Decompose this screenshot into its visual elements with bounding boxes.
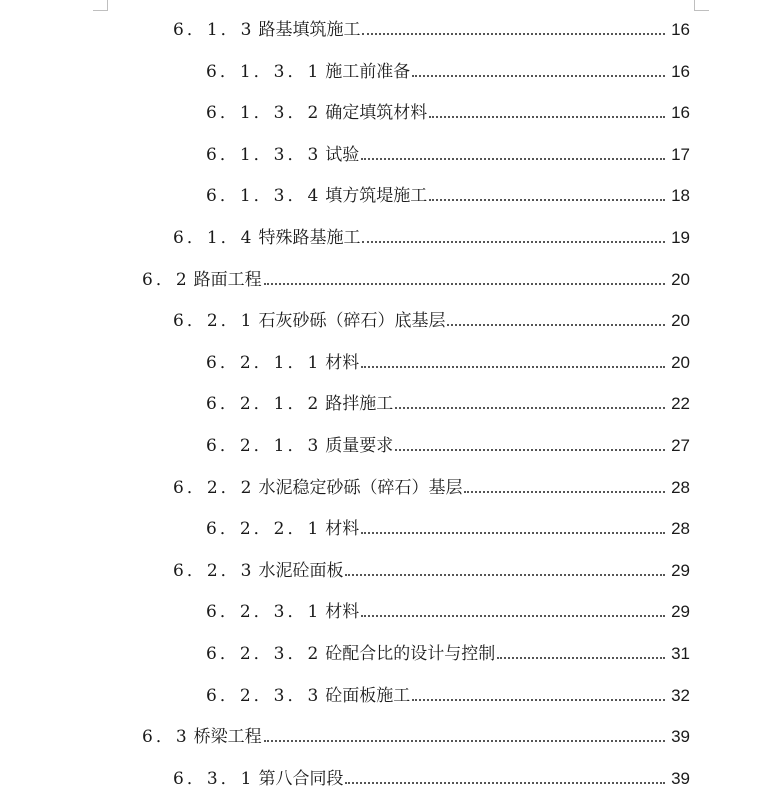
toc-number: 6．2: [142, 270, 190, 290]
toc-number: 6．2．3: [173, 561, 255, 581]
toc-number: 6．1．3．1: [206, 62, 322, 82]
toc-title: 材料: [325, 519, 360, 539]
toc-entry[interactable]: [206, 182, 690, 206]
toc-page-number: 19: [671, 228, 690, 247]
toc-entry[interactable]: [206, 349, 690, 373]
toc-number: 6．1．3: [173, 20, 255, 40]
dot-leader: [497, 657, 665, 659]
toc-page-number: 20: [671, 353, 690, 372]
toc-number: 6．2．1: [173, 311, 255, 331]
toc-page-number: 20: [671, 270, 690, 289]
toc-title: 试验: [325, 145, 360, 165]
toc-title: 水泥砼面板: [258, 561, 344, 581]
toc-number: 6．2．3．1: [206, 602, 322, 622]
page-corner-mark-right: [694, 0, 709, 11]
toc-number: 6．2．2: [173, 478, 255, 498]
toc-title: 路基填筑施工: [258, 20, 361, 40]
dot-leader: [361, 532, 665, 534]
dot-leader: [412, 75, 665, 77]
toc-page-number: 17: [671, 145, 690, 164]
toc-page-number: 28: [671, 519, 690, 538]
toc-entry[interactable]: [206, 682, 690, 706]
toc-entry[interactable]: [206, 515, 690, 539]
toc-entry[interactable]: [142, 266, 690, 290]
toc-title: 水泥稳定砂砾（碎石）基层: [258, 478, 463, 498]
toc-title: 路面工程: [193, 270, 262, 290]
toc-number: 6．1．3．4: [206, 186, 322, 206]
toc-entry[interactable]: [206, 598, 690, 622]
dot-leader: [361, 158, 665, 160]
dot-leader: [464, 491, 665, 493]
dot-leader: [429, 199, 665, 201]
toc-number: 6．1．3．2: [206, 103, 322, 123]
dot-leader: [395, 407, 665, 409]
toc-number: 6．2．1．1: [206, 353, 322, 373]
dot-leader: [395, 449, 665, 451]
toc-title: 材料: [325, 353, 360, 373]
toc-page-number: 39: [671, 727, 690, 746]
dot-leader: [345, 782, 665, 784]
toc-entry[interactable]: [206, 99, 690, 123]
toc-number: 6．2．3．3: [206, 686, 322, 706]
toc-entry[interactable]: [173, 307, 690, 331]
dot-leader: [264, 740, 665, 742]
toc-number: 6．2．3．2: [206, 644, 322, 664]
toc-page-number: 22: [671, 394, 690, 413]
dot-leader: [361, 366, 665, 368]
toc-number: 6．2．2．1: [206, 519, 322, 539]
toc-title: 砼面板施工: [325, 686, 411, 706]
toc-title: 路拌施工: [325, 394, 394, 414]
toc-entry[interactable]: [173, 224, 690, 248]
toc-page-number: 29: [671, 602, 690, 621]
toc-entry[interactable]: [173, 765, 690, 789]
toc-title: 桥梁工程: [193, 727, 262, 747]
toc-page-number: 39: [671, 769, 690, 788]
toc-entry[interactable]: [142, 723, 690, 747]
toc-page-number: 20: [671, 311, 690, 330]
toc-number: 6．1．4: [173, 228, 255, 248]
toc-number: 6．3: [142, 727, 190, 747]
toc-title: 质量要求: [325, 436, 394, 456]
toc-number: 6．3．1: [173, 769, 255, 789]
toc-page-number: 29: [671, 561, 690, 580]
dot-leader: [345, 574, 665, 576]
toc-title: 砼配合比的设计与控制: [325, 644, 496, 664]
toc-title: 特殊路基施工: [258, 228, 361, 248]
toc-title: 确定填筑材料: [325, 103, 428, 123]
toc-page-number: 32: [671, 686, 690, 705]
toc-entry[interactable]: [206, 640, 690, 664]
toc-entry[interactable]: [173, 16, 690, 40]
toc-entry[interactable]: [173, 557, 690, 581]
dot-leader: [264, 283, 665, 285]
toc-title: 填方筑堤施工: [325, 186, 428, 206]
toc-entry[interactable]: [173, 474, 690, 498]
toc-page-number: 18: [671, 186, 690, 205]
toc-page-number: 16: [671, 20, 690, 39]
toc-page-number: 27: [671, 436, 690, 455]
toc-entry[interactable]: [206, 432, 690, 456]
dot-leader: [361, 615, 665, 617]
toc-number: 6．1．3．3: [206, 145, 322, 165]
toc-title: 施工前准备: [325, 62, 411, 82]
toc-number: 6．2．1．2: [206, 394, 322, 414]
toc-entry[interactable]: [206, 141, 690, 165]
page-corner-mark-left: [93, 0, 108, 11]
dot-leader: [429, 116, 665, 118]
dot-leader: [362, 241, 665, 243]
toc-title: 石灰砂砾（碎石）底基层: [258, 311, 446, 331]
toc-title: 第八合同段: [258, 769, 344, 789]
toc-number: 6．2．1．3: [206, 436, 322, 456]
dot-leader: [362, 33, 665, 35]
dot-leader: [447, 324, 665, 326]
toc-page-number: 28: [671, 478, 690, 497]
toc-page-number: 16: [671, 103, 690, 122]
toc-title: 材料: [325, 602, 360, 622]
dot-leader: [412, 699, 665, 701]
toc-page-number: 16: [671, 62, 690, 81]
toc-entry[interactable]: [206, 58, 690, 82]
toc-entry[interactable]: [206, 390, 690, 414]
toc-page-number: 31: [671, 644, 690, 663]
